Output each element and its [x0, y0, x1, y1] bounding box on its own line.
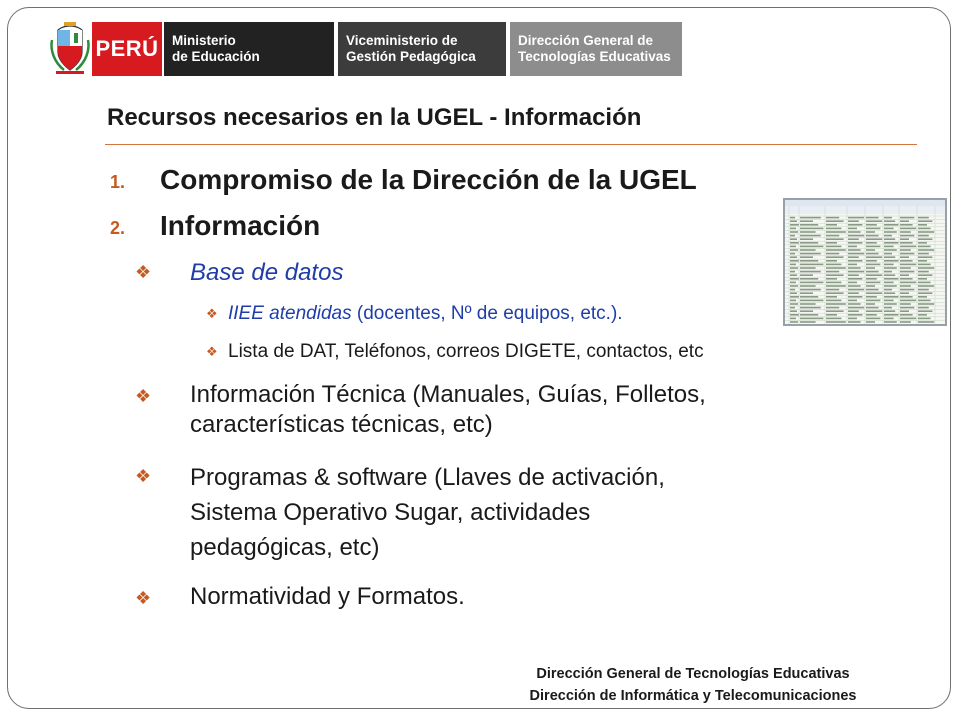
- page-title: Recursos necesarios en la UGEL - Información: [107, 104, 642, 131]
- bullet-programas: Programas & software (Llaves de activación, Sistema Operativo Sugar, actividades pedagógicas, etc): [190, 464, 665, 561]
- spreadsheet-thumbnail: [783, 198, 947, 326]
- list-number: 1.: [110, 172, 126, 192]
- footer-line-1: Dirección General de Tecnologías Educativas: [536, 666, 850, 682]
- diamond-bullet-icon: ❖: [135, 386, 152, 406]
- diamond-bullet-icon: ❖: [135, 588, 152, 608]
- direction-label: Dirección General de Tecnologías Educativas: [510, 22, 682, 76]
- bullet-base-de-datos: Base de datos: [190, 259, 344, 286]
- bullet-normatividad: Normatividad y Formatos.: [190, 583, 465, 610]
- list-number: 2.: [110, 218, 126, 238]
- diamond-bullet-icon: ❖: [206, 306, 218, 321]
- vice-ministry-label: Viceministerio de Gestión Pedagógica: [338, 22, 506, 76]
- bullet-lista-dat: Lista de DAT, Teléfonos, correos DIGETE, contactos, etc: [228, 341, 704, 362]
- footer: [0, 688, 960, 704]
- diamond-bullet-icon: ❖: [135, 262, 152, 282]
- diamond-bullet-icon: ❖: [206, 344, 218, 359]
- list-item-text: Compromiso de la Dirección de la UGEL: [160, 164, 697, 195]
- peru-logo: PERÚ: [92, 22, 162, 76]
- ministry-label: Ministerio de Educación: [164, 22, 334, 76]
- header-banner: [48, 22, 682, 76]
- bullet-informacion-tecnica: Información Técnica (Manuales, Guías, Folletos, características técnicas, etc): [190, 381, 706, 438]
- coat-of-arms-icon: [48, 22, 92, 76]
- footer: [0, 666, 960, 682]
- diamond-bullet-icon: ❖: [135, 466, 152, 486]
- list-item-text: Información: [160, 210, 321, 241]
- footer-line-2: Dirección de Informática y Telecomunicaciones: [529, 688, 857, 704]
- title-divider: [105, 144, 917, 145]
- bullet-iiee: IIEE atendidas (docentes, Nº de equipos, etc.).: [228, 303, 623, 324]
